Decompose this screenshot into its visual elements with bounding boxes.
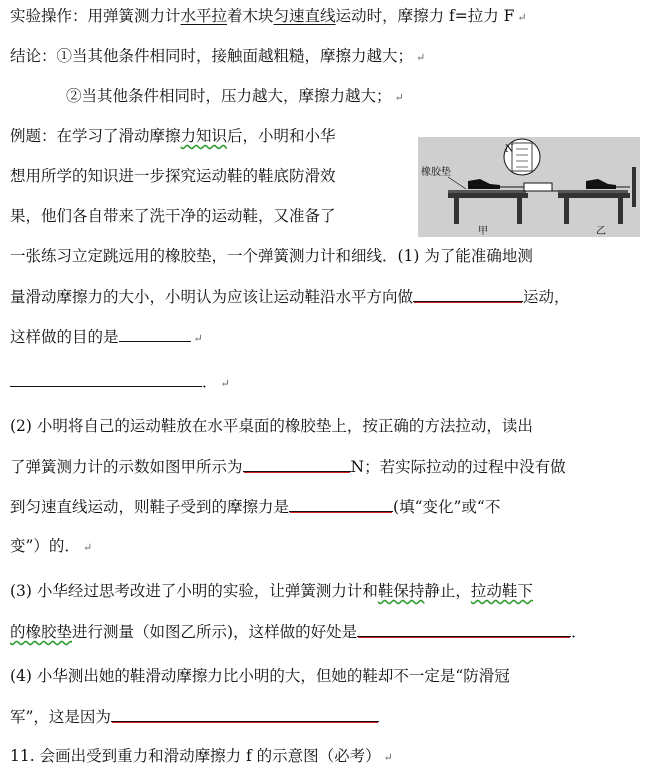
answer-blank[interactable]	[413, 285, 523, 302]
text: 11. 会画出受到重力和滑动摩擦力 f 的示意图（必考）	[10, 747, 381, 765]
question-3-line-1	[10, 580, 533, 602]
question-2-line-2	[10, 455, 566, 478]
text: ．	[202, 373, 218, 391]
paragraph-mark-icon: ↵	[82, 541, 93, 554]
conclusion-line-1	[10, 45, 425, 69]
table-top-jia	[448, 193, 528, 198]
example-line-1	[10, 125, 336, 147]
text: 实验操作：用弹簧测力计	[10, 7, 181, 25]
paragraph-mark-icon: ↵	[383, 751, 393, 764]
answer-blank[interactable]	[243, 455, 351, 472]
text: (2) 小明将自己的运动鞋放在水平桌面的橡胶垫上，按正确的方法拉动，读出	[10, 417, 533, 435]
paragraph-mark-icon: ↵	[220, 377, 230, 390]
question-11-line	[10, 745, 393, 769]
example-line-3	[10, 205, 336, 227]
figure-label-yi: 乙	[596, 226, 606, 237]
example-line-5	[10, 285, 570, 308]
experiment-figure	[418, 137, 640, 237]
text: 着木块	[227, 7, 274, 25]
answer-blank[interactable]	[119, 325, 191, 342]
paragraph-mark-icon: ↵	[416, 51, 426, 64]
text: (4) 小华测出她的鞋滑动摩擦力比小明的大，但她的鞋却不一定是“防滑冠	[10, 667, 510, 685]
mat-label: 橡胶垫	[421, 167, 451, 178]
text: ②当其他条件相同时，压力越大，摩擦力越大；	[66, 87, 392, 105]
scale-unit-label: N	[505, 144, 514, 155]
text: 军”，这是因为	[10, 708, 111, 726]
text-wavy: 鞋保持	[377, 582, 425, 600]
text: 变”）的．	[10, 537, 80, 555]
experiment-line	[10, 5, 527, 29]
text: 果，他们各自带来了洗干净的运动鞋，又准备了	[10, 207, 336, 225]
text: 想用所学的知识进一步探究运动鞋的鞋底防滑效	[10, 167, 336, 185]
text: 一张练习立定跳远用的橡胶垫，一个弹簧测力计和细线．(1) 为了能准确地测	[10, 247, 533, 265]
text: 到匀速直线运动，则鞋子受到的摩擦力是	[10, 498, 290, 516]
text: ．	[571, 623, 587, 641]
example-line-7	[10, 370, 230, 395]
text: (3) 小华经过思考改进了小明的实验，让弹簧测力计和	[10, 582, 378, 600]
question-3-line-2	[10, 620, 587, 643]
text: 结论：①当其他条件相同时，接触面越粗糙，摩擦力越大；	[10, 47, 414, 65]
text: 运动，	[523, 288, 570, 306]
answer-blank[interactable]	[289, 495, 393, 512]
answer-blank[interactable]	[111, 705, 379, 722]
wall-icon	[632, 167, 636, 207]
text: 这样做的目的是	[10, 328, 119, 346]
example-line-2	[10, 165, 336, 187]
text: 静止，	[424, 582, 471, 600]
example-line-4	[10, 245, 533, 267]
answer-blank[interactable]	[357, 620, 571, 637]
question-2-line-1	[10, 415, 533, 437]
text-underlined: 水平拉	[180, 7, 228, 25]
text-wavy: 的橡胶垫	[10, 623, 73, 641]
paragraph-mark-icon: ↵	[394, 91, 404, 104]
text: 运动时，摩擦力 f=拉力 F	[335, 7, 515, 25]
text-wavy: 拉动鞋下	[470, 582, 533, 600]
experiment-figure-svg	[418, 137, 640, 237]
text: 量滑动摩擦力的大小，小明认为应该让运动鞋沿水平方向做	[10, 288, 414, 306]
figure-label-jia: 甲	[478, 226, 488, 237]
text: N；若实际拉动的过程中没有做	[350, 458, 566, 476]
text: (填“变化”或“不	[393, 498, 501, 516]
question-2-line-4	[10, 535, 92, 559]
text: 进行测量（如图乙所示)，这样做的好处是	[72, 623, 358, 641]
question-4-line-1	[10, 665, 510, 687]
conclusion-line-2	[66, 85, 404, 109]
text: 例题：在学习了滑动摩擦	[10, 127, 181, 145]
text: 了弹簧测力计的示数如图甲所示为	[10, 458, 243, 476]
example-line-6	[10, 325, 203, 350]
paragraph-mark-icon: ↵	[193, 332, 203, 345]
text-wavy: 力知识	[180, 127, 228, 145]
answer-blank[interactable]	[10, 370, 202, 387]
spring-scale-icon	[524, 183, 552, 191]
text: 后，小明和小华	[227, 127, 336, 145]
paragraph-mark-icon: ↵	[517, 11, 527, 24]
text-underlined: 匀速直线	[273, 7, 336, 25]
question-4-line-2	[10, 705, 379, 728]
question-2-line-3	[10, 495, 500, 518]
